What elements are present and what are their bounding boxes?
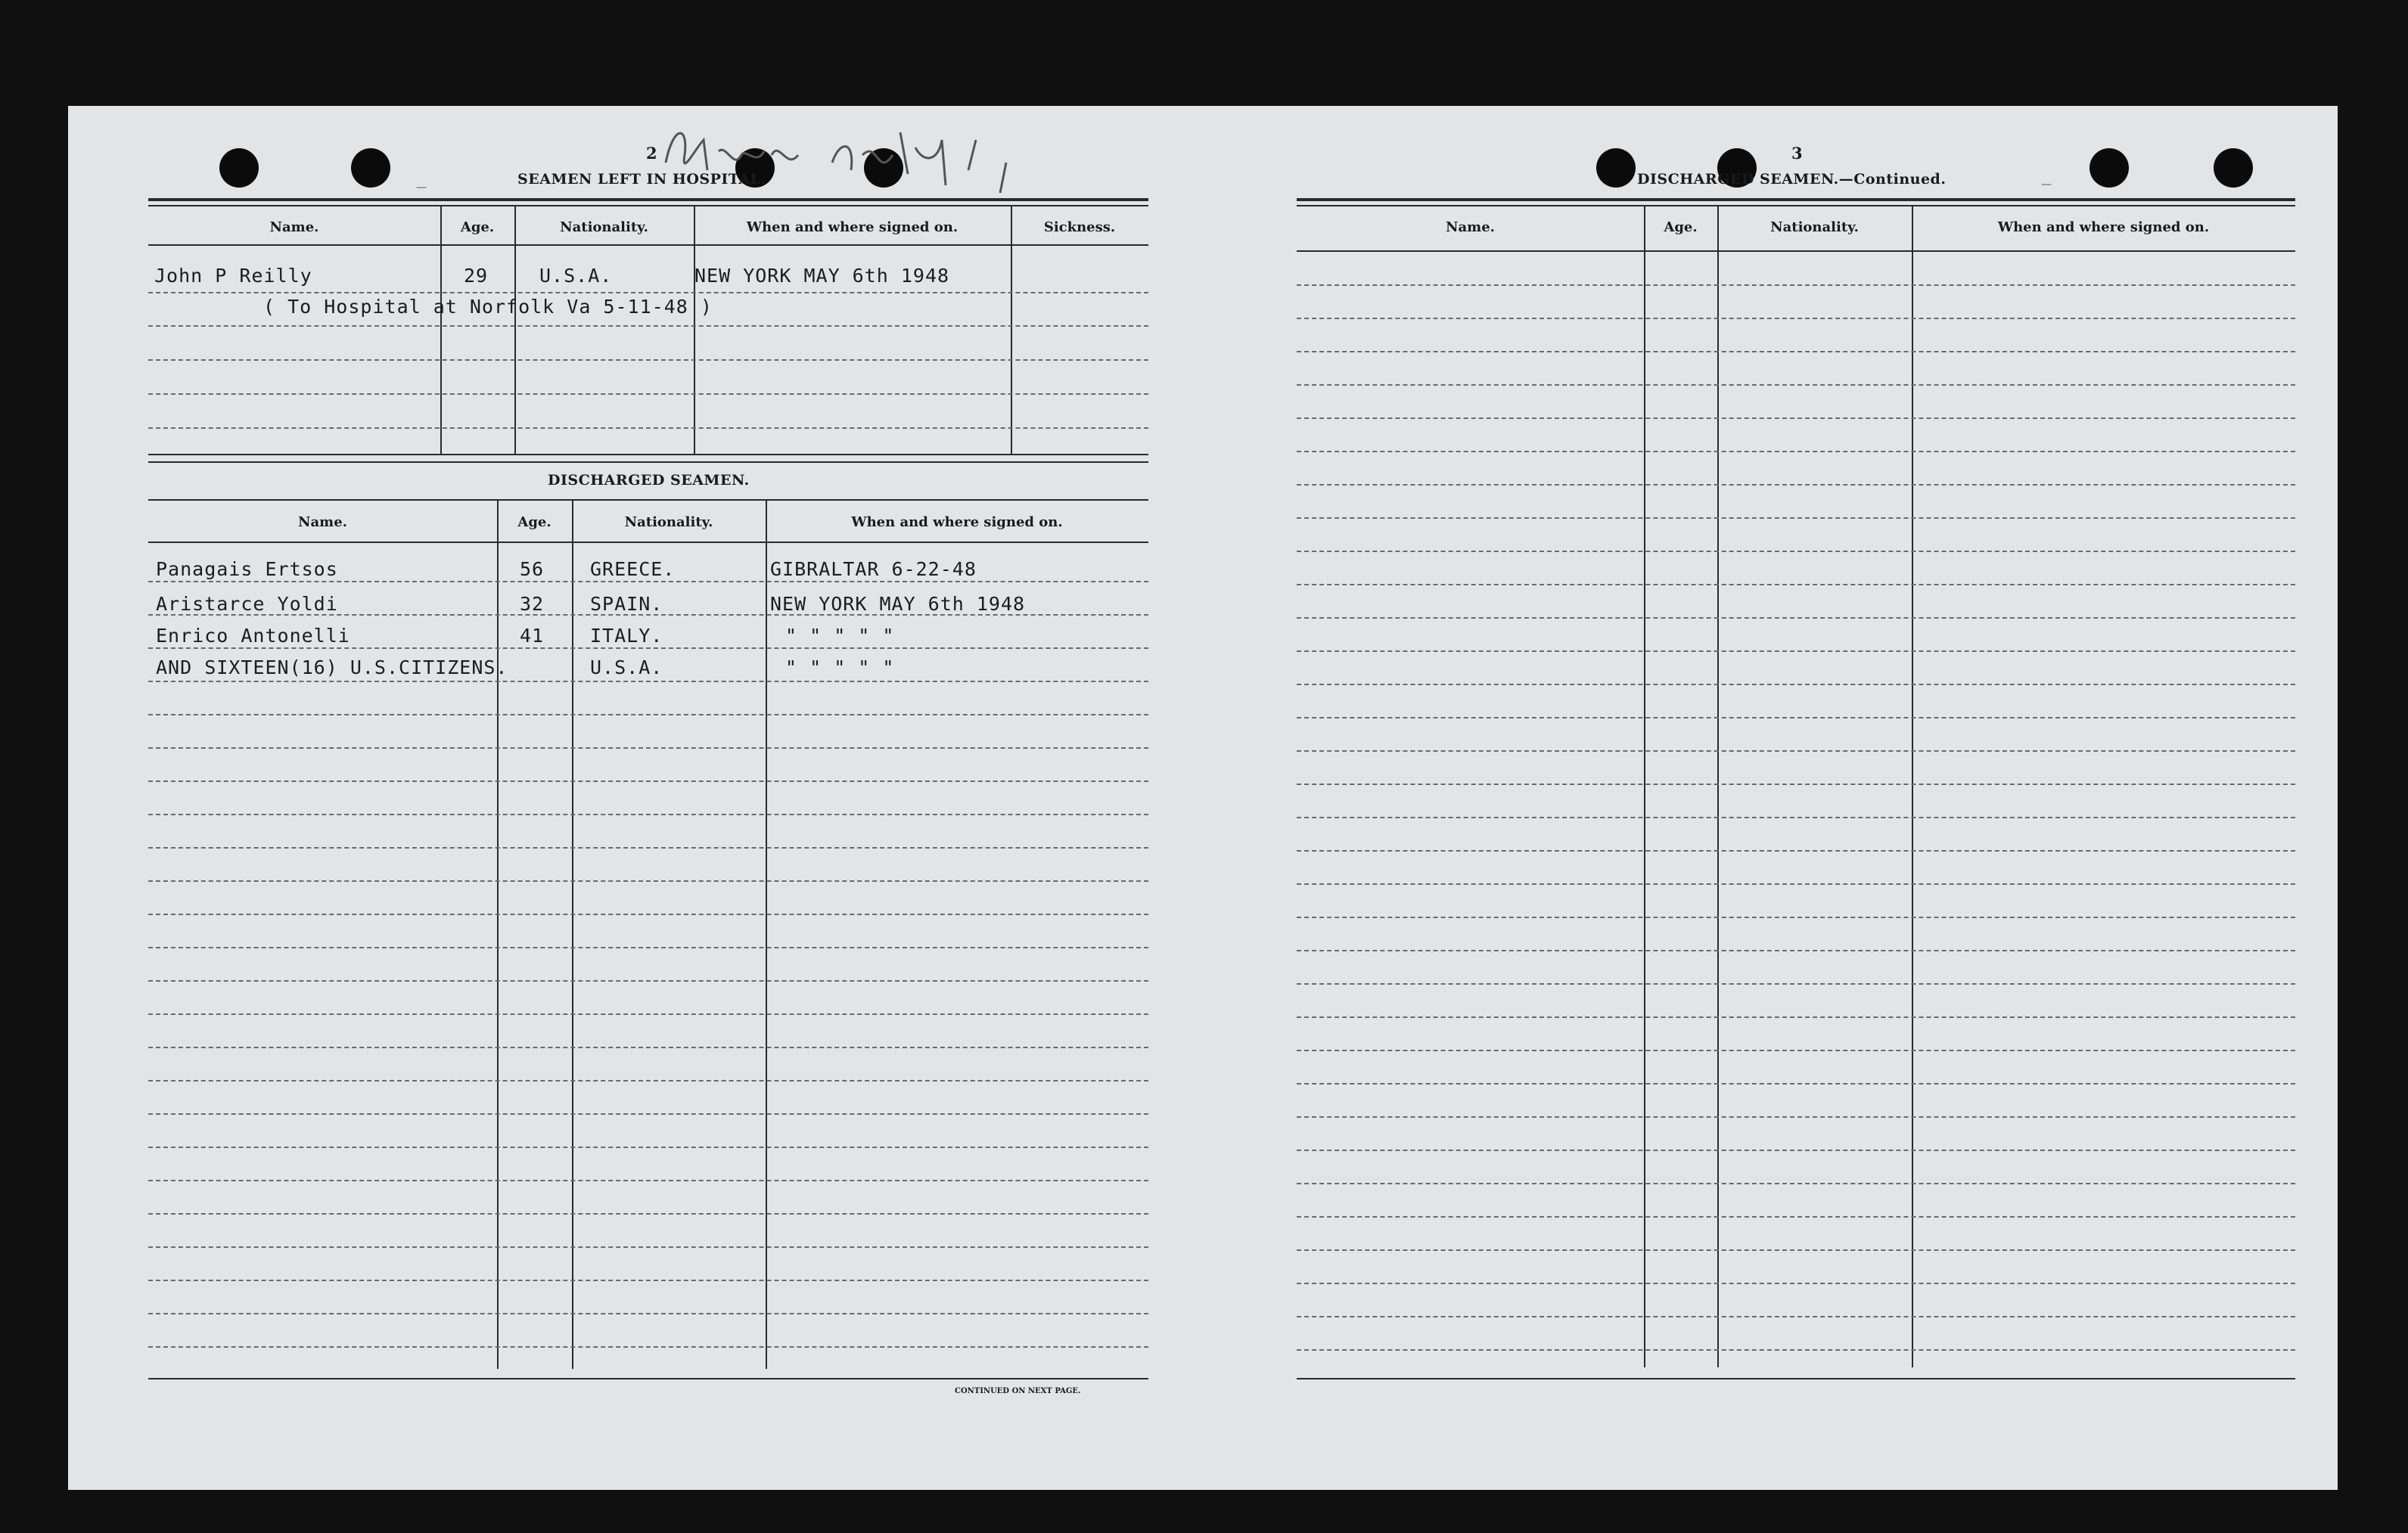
seaman-name: Panagais Ertsos: [156, 558, 338, 580]
seaman-age: 41: [520, 625, 545, 647]
seaman-signed-on: " " " " ": [785, 656, 895, 678]
column-header-age: Age.: [517, 514, 552, 530]
punch-hole: [2214, 148, 2253, 188]
left-page: [68, 106, 1203, 1490]
seaman-age: 29: [464, 265, 489, 287]
seaman-nationality: SPAIN.: [590, 593, 663, 615]
seaman-signed-on: NEW YORK MAY 6th 1948: [694, 265, 950, 287]
hospital-note: ( To Hospital at Norfolk Va 5-11-48 ): [263, 296, 713, 318]
seaman-signed-on: NEW YORK MAY 6th 1948: [770, 593, 1026, 615]
column-header-signed-on: When and where signed on.: [851, 514, 1063, 530]
seaman-signed-on: GIBRALTAR 6-22-48: [770, 558, 977, 580]
seaman-nationality: GREECE.: [590, 558, 676, 580]
column-header-name: Name.: [298, 514, 347, 530]
column-header-nationality: Nationality.: [624, 514, 713, 530]
column-header-name: Name.: [269, 219, 319, 235]
seaman-name: John P Reilly: [154, 265, 312, 287]
right-page: [1203, 106, 2338, 1490]
section-title-discharged: DISCHARGED SEAMEN.: [548, 472, 750, 489]
punch-hole: [351, 148, 390, 188]
column-header-nationality: Nationality.: [560, 219, 648, 235]
page-number: 3: [1791, 144, 1803, 163]
dash-mark: —: [416, 182, 427, 194]
seaman-name: AND SIXTEEN(16) U.S.CITIZENS.: [156, 656, 508, 678]
seaman-name: Enrico Antonelli: [156, 625, 350, 647]
column-header-sickness: Sickness.: [1043, 219, 1116, 235]
column-header-age: Age.: [1664, 219, 1698, 235]
column-header-signed-on: When and where signed on.: [1997, 219, 2210, 235]
seaman-nationality: U.S.A.: [539, 265, 613, 287]
document-sheet: [68, 106, 2338, 1490]
page-number: 2: [646, 144, 657, 163]
seaman-nationality: U.S.A.: [590, 656, 663, 678]
column-header-name: Name.: [1446, 219, 1495, 235]
section-title-hospital: SEAMEN LEFT IN HOSPITAL.: [517, 171, 766, 188]
section-title-discharged-continued: DISCHARGED SEAMEN.—Continued.: [1637, 171, 1947, 188]
column-header-signed-on: When and where signed on.: [746, 219, 959, 235]
seaman-nationality: ITALY.: [590, 625, 663, 647]
punch-hole: [1596, 148, 1636, 188]
column-header-age: Age.: [460, 219, 495, 235]
punch-hole: [219, 148, 259, 188]
punch-hole: [2090, 148, 2129, 188]
seaman-signed-on: " " " " ": [785, 625, 895, 647]
column-header-nationality: Nationality.: [1770, 219, 1859, 235]
dash-mark: —: [2041, 178, 2052, 191]
continued-note: CONTINUED ON NEXT PAGE.: [955, 1387, 1081, 1395]
seaman-age: 56: [520, 558, 545, 580]
seaman-name: Aristarce Yoldi: [156, 593, 338, 615]
seaman-age: 32: [520, 593, 545, 615]
